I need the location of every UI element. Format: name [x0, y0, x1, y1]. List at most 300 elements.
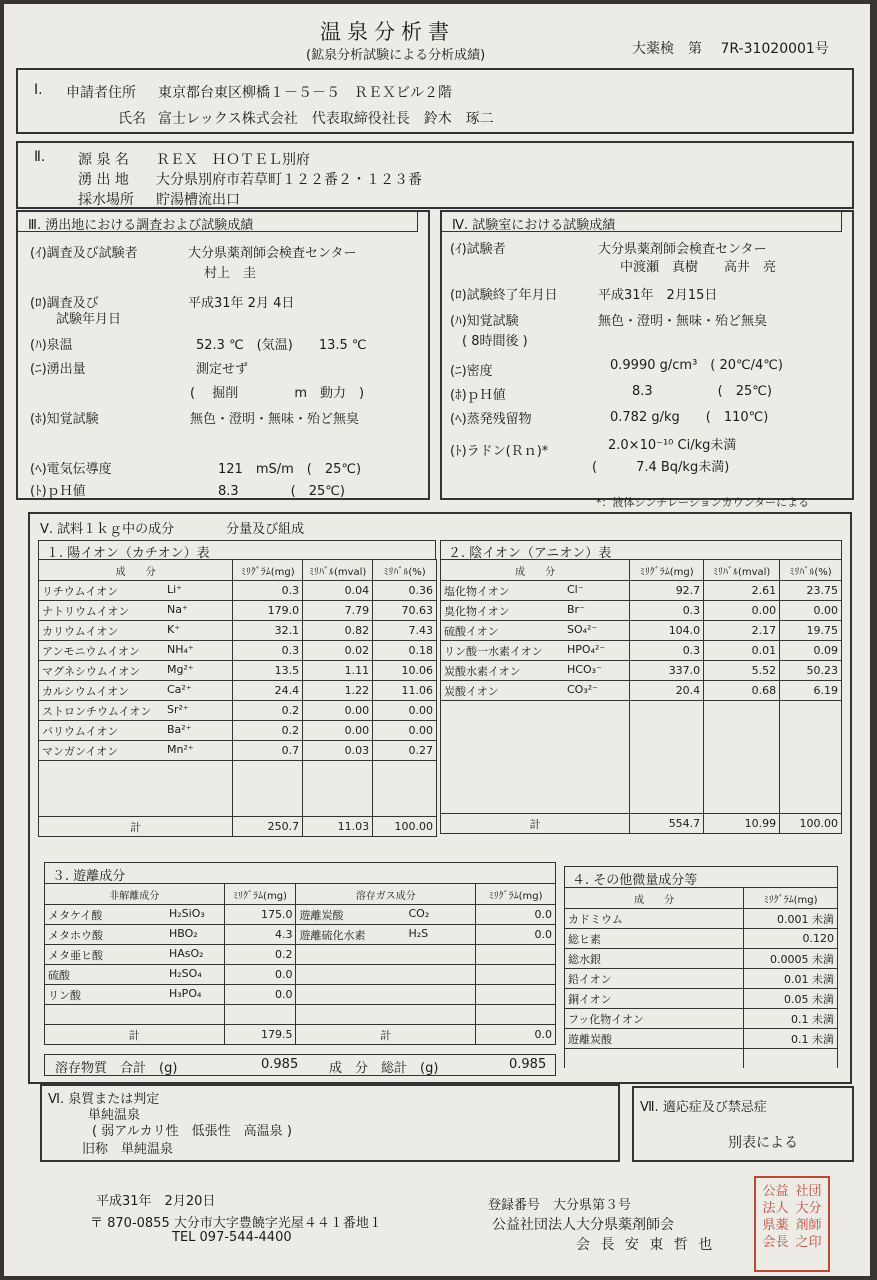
anion-table — [440, 559, 842, 834]
document-subtitle: (鉱泉分析試験による分析成績) — [306, 48, 486, 63]
component-total-value: 0.985 — [509, 1057, 547, 1072]
component-name: リン酸 — [48, 988, 81, 1002]
trace-value: 0.1 未満 — [744, 1009, 838, 1029]
ion-formula: SO₄²⁻ — [567, 622, 598, 636]
ion-formula: Ca²⁺ — [167, 682, 192, 696]
sampling-label: 採水場所 — [78, 192, 134, 208]
ion-mg: 0.3 — [630, 601, 704, 621]
trace-components-table — [564, 887, 838, 1068]
ion-cell — [39, 601, 233, 621]
indications-body: 別表による — [728, 1135, 798, 1151]
ion-name: 硫酸イオン — [444, 624, 499, 638]
gas-cell — [296, 925, 476, 945]
ion-name: リン酸一水素イオン — [444, 644, 543, 658]
issuer-address: 〒 870-0855 大分市大字豊饒字光屋４４１番地１ — [90, 1216, 382, 1231]
ion-name: 塩化物イオン — [444, 584, 510, 598]
trace-value: 0.05 未満 — [744, 989, 838, 1009]
table-row — [441, 681, 842, 701]
total-mg: 554.7 — [630, 814, 704, 834]
table-row — [39, 641, 437, 661]
ion-mg: 104.0 — [630, 621, 704, 641]
document-sheet — [4, 4, 870, 1276]
ion-mg: 0.7 — [233, 741, 303, 761]
ion-mval: 0.68 — [704, 681, 780, 701]
source-value: ＲＥＸ ＨＯＴＥＬ別府 — [156, 152, 310, 168]
seal-char: 剤師 — [795, 1218, 822, 1233]
gas-cell — [296, 945, 476, 965]
ion-formula: Ba²⁺ — [167, 722, 192, 736]
trace-name: 総ヒ素 — [565, 929, 744, 949]
address-value: 東京都台東区柳橋１－５－５ ＲＥＸビル２階 — [158, 85, 452, 101]
component-mg: 0.0 — [224, 965, 296, 985]
ion-mval: 5.52 — [704, 661, 780, 681]
gas-formula: H₂S — [408, 926, 429, 940]
ion-formula: HCO₃⁻ — [567, 662, 602, 676]
ion-cell — [39, 701, 233, 721]
trace-value: 0.0005 未満 — [744, 949, 838, 969]
table-row-filler — [565, 1049, 838, 1069]
issue-date: 平成31年 2月20日 — [96, 1194, 216, 1209]
field-label: (ﾆ)密度 — [450, 364, 493, 379]
free-component-rows — [45, 905, 556, 1005]
ion-cell — [39, 641, 233, 661]
table-row-filler — [441, 701, 842, 814]
table-row — [39, 681, 437, 701]
ion-name: バリウムイオン — [42, 724, 119, 738]
ion-name: カリウムイオン — [42, 624, 119, 638]
document-title: 温泉分析書 — [320, 20, 455, 44]
total-mg: 250.7 — [233, 817, 303, 837]
field-value: 2.0×10⁻¹⁰ Ci/kg未満 — [608, 438, 737, 453]
free-total-row — [45, 1025, 556, 1045]
anion-table-title: ２. 陰イオン（アニオン）表 — [448, 546, 612, 561]
registration-number: 登録番号 大分県第３号 — [488, 1198, 632, 1213]
table-row — [565, 909, 838, 929]
ion-cell — [441, 581, 630, 601]
table-row — [441, 641, 842, 661]
total-label: 計 — [441, 814, 630, 834]
component-formula: H₂SiO₃ — [169, 906, 205, 920]
ion-pct: 0.00 — [780, 601, 842, 621]
total-label: 計 — [39, 817, 233, 837]
source-label: 源 泉 名 — [78, 152, 129, 168]
component-name: メタケイ酸 — [48, 908, 103, 922]
ion-formula: Br⁻ — [567, 602, 585, 616]
total-label: 計 — [45, 1025, 225, 1045]
col-header: ﾐﾘﾊﾞﾙ(%) — [780, 560, 842, 581]
section-title: Ⅵ. 泉質または判定 — [48, 1092, 160, 1107]
ion-name: カルシウムイオン — [42, 684, 130, 698]
dissolved-total-label: 溶存物質 合計 (g) — [55, 1061, 178, 1076]
field-label: (ﾊ)泉温 — [30, 338, 73, 353]
gas-cell — [296, 985, 476, 1005]
field-value: 平成31年 2月15日 — [598, 288, 718, 303]
section-indications — [632, 1086, 854, 1162]
ion-pct: 10.06 — [373, 661, 437, 681]
ion-pct: 6.19 — [780, 681, 842, 701]
component-cell — [45, 905, 225, 925]
table-row — [39, 741, 437, 761]
gas-name: 遊離炭酸 — [299, 908, 344, 922]
seal-char: 会長 — [762, 1235, 789, 1250]
table-row — [45, 925, 556, 945]
nondiss-total: 179.5 — [224, 1025, 296, 1045]
table-row — [441, 661, 842, 681]
table-row — [441, 581, 842, 601]
table-row — [565, 949, 838, 969]
col-header: ﾐﾘﾊﾞﾙ(%) — [373, 560, 437, 581]
ion-cell — [441, 681, 630, 701]
gas-mg: 0.0 — [476, 925, 556, 945]
field-label: (ﾛ)試験終了年月日 — [450, 288, 558, 303]
table-header — [45, 884, 556, 905]
section-title: Ⅳ. 試験室における試験成績 — [452, 218, 616, 233]
ion-mval: 0.00 — [303, 701, 373, 721]
field-value: 52.3 ℃ (気温) 13.5 ℃ — [196, 338, 367, 353]
seal-char: 公益 — [762, 1184, 789, 1199]
field-value: 村上 圭 — [204, 266, 257, 281]
field-label: (ﾄ)ラドン(Ｒｎ)* — [450, 444, 549, 459]
gas-cell — [296, 905, 476, 925]
ion-mval: 0.01 — [704, 641, 780, 661]
footnote: *：液体シンチレーションカウンターによる — [596, 496, 810, 509]
ion-mg: 0.2 — [233, 701, 303, 721]
ion-pct: 0.09 — [780, 641, 842, 661]
ion-formula: K⁺ — [167, 622, 181, 636]
ion-cell — [39, 721, 233, 741]
trace-components-title: ４. その他微量成分等 — [572, 873, 698, 888]
field-value: 中渡瀬 真樹 高井 亮 — [620, 260, 777, 275]
trace-rows — [565, 909, 838, 1049]
ion-mval: 2.17 — [704, 621, 780, 641]
section-classification — [40, 1084, 620, 1162]
ion-mval: 2.61 — [704, 581, 780, 601]
ion-mg: 0.3 — [233, 581, 303, 601]
component-formula: HAsO₂ — [169, 946, 204, 960]
issuer-president: 会 長 安 東 哲 也 — [576, 1237, 716, 1253]
table-header — [565, 888, 838, 909]
ion-mval: 1.22 — [303, 681, 373, 701]
col-header: ﾐﾘｸﾞﾗﾑ(mg) — [744, 888, 838, 909]
col-header: ﾐﾘｸﾞﾗﾑ(mg) — [233, 560, 303, 581]
total-pct: 100.00 — [373, 817, 437, 837]
ion-mval: 0.03 — [303, 741, 373, 761]
cation-rows — [39, 581, 437, 761]
section-field-survey — [16, 210, 430, 500]
ion-pct: 0.00 — [373, 701, 437, 721]
ion-name: 炭酸水素イオン — [444, 664, 521, 678]
trace-name: 鉛イオン — [565, 969, 744, 989]
table-row — [441, 601, 842, 621]
location-label: 湧 出 地 — [78, 172, 129, 188]
trace-name: カドミウム — [565, 909, 744, 929]
ion-pct: 7.43 — [373, 621, 437, 641]
col-header: ﾐﾘｸﾞﾗﾑ(mg) — [224, 884, 296, 905]
field-label: (ﾆ)湧出量 — [30, 362, 86, 377]
field-label: 試験年月日 — [56, 312, 122, 327]
table-row — [565, 1009, 838, 1029]
field-value: 8.3 ( 25℃) — [632, 384, 772, 399]
totals-bar — [44, 1054, 556, 1076]
ion-formula: Mg²⁺ — [167, 662, 194, 676]
table-row — [39, 721, 437, 741]
ion-mval: 0.82 — [303, 621, 373, 641]
section-source — [16, 141, 854, 209]
table-row-filler — [45, 1005, 556, 1025]
ion-cell — [441, 601, 630, 621]
field-label: (ｲ)試験者 — [450, 242, 506, 257]
ion-mg: 0.3 — [630, 641, 704, 661]
sampling-value: 貯湯槽流出口 — [156, 192, 240, 208]
gas-cell — [296, 965, 476, 985]
field-label: (ﾍ)電気伝導度 — [30, 462, 112, 477]
col-header: 成 分 — [441, 560, 630, 581]
field-label: (ﾛ)調査及び — [30, 296, 99, 311]
field-value: 0.782 g/kg ( 110℃) — [610, 410, 769, 425]
dissolved-total-value: 0.985 — [261, 1057, 299, 1072]
section-applicant — [16, 68, 854, 134]
section-components — [28, 512, 852, 1084]
field-label: (ﾊ)知覚試験 — [450, 314, 519, 329]
free-components-title: ３. 遊離成分 — [52, 869, 126, 884]
seal-char: 大分 — [795, 1201, 822, 1216]
ion-cell — [39, 621, 233, 641]
table-row — [441, 621, 842, 641]
ion-cell — [441, 621, 630, 641]
component-mg: 175.0 — [224, 905, 296, 925]
col-header: ﾐﾘﾊﾞﾙ(mval) — [704, 560, 780, 581]
table-row — [565, 969, 838, 989]
ion-cell — [39, 661, 233, 681]
ion-mval: 1.11 — [303, 661, 373, 681]
issuer-tel: TEL 097-544-4400 — [172, 1230, 292, 1245]
table-row — [39, 661, 437, 681]
cation-table-title: １. 陽イオン（カチオン）表 — [46, 546, 210, 561]
table-row — [39, 701, 437, 721]
ion-name: ストロンチウムイオン — [42, 704, 152, 718]
component-cell — [45, 985, 225, 1005]
ion-pct: 0.27 — [373, 741, 437, 761]
field-label: ( 8時間後 ) — [462, 334, 528, 349]
table-row — [45, 965, 556, 985]
ion-formula: HPO₄²⁻ — [567, 642, 606, 656]
table-row-filler — [39, 761, 437, 817]
ion-cell — [39, 741, 233, 761]
ion-formula: Na⁺ — [167, 602, 188, 616]
table-row — [565, 929, 838, 949]
ion-pct: 0.36 — [373, 581, 437, 601]
col-header: 成 分 — [565, 888, 744, 909]
field-value: 8.3 ( 25℃) — [218, 484, 345, 499]
name-label: 氏名 — [118, 111, 146, 127]
ion-name: アンモニウムイオン — [42, 644, 140, 658]
field-value: 無色・澄明・無味・殆ど無臭 — [598, 314, 768, 329]
cation-table — [38, 559, 437, 837]
col-header: 溶存ガス成分 — [296, 884, 476, 905]
field-label: (ﾍ)蒸発残留物 — [450, 412, 532, 427]
section-title: Ⅶ. 適応症及び禁忌症 — [640, 1100, 767, 1115]
ion-formula: Li⁺ — [167, 582, 182, 596]
component-mg: 0.2 — [224, 945, 296, 965]
gas-mg — [476, 965, 556, 985]
table-row — [45, 985, 556, 1005]
ion-mg: 0.2 — [233, 721, 303, 741]
address-label: 申請者住所 — [66, 85, 136, 101]
table-row — [565, 1029, 838, 1049]
field-value: 無色・澄明・無味・殆ど無臭 — [190, 412, 360, 427]
trace-name: 遊離炭酸 — [565, 1029, 744, 1049]
ion-cell — [39, 581, 233, 601]
section-num: Ⅰ. — [34, 82, 43, 98]
col-header: 非解離成分 — [45, 884, 225, 905]
ion-name: マンガンイオン — [42, 744, 119, 758]
document-number: 大薬検 第 7R-31020001号 — [632, 41, 829, 57]
table-row — [565, 989, 838, 1009]
component-cell — [45, 965, 225, 985]
ion-pct: 50.23 — [780, 661, 842, 681]
trace-value: 0.1 未満 — [744, 1029, 838, 1049]
ion-formula: NH₄⁺ — [167, 642, 194, 656]
component-mg: 0.0 — [224, 985, 296, 1005]
field-value: ( 掘削 m 動力 ) — [190, 386, 365, 401]
field-value: 121 mS/m ( 25℃) — [218, 462, 362, 477]
ion-cell — [441, 661, 630, 681]
seal-char: 之印 — [795, 1235, 822, 1250]
component-cell — [45, 945, 225, 965]
ion-name: マグネシウムイオン — [42, 664, 141, 678]
component-formula: H₂SO₄ — [169, 966, 202, 980]
section-title: Ⅲ. 湧出地における調査および試験成績 — [28, 218, 254, 233]
component-name: メタホウ酸 — [48, 928, 103, 942]
ion-name: ナトリウムイオン — [42, 604, 130, 618]
ion-mval: 0.04 — [303, 581, 373, 601]
section-title: Ⅴ. 試料１ｋｇ中の成分 分量及び組成 — [40, 522, 305, 537]
ion-pct: 11.06 — [373, 681, 437, 701]
issuer-organization: 公益社団法人大分県薬剤師会 — [492, 1217, 674, 1233]
ion-mg: 32.1 — [233, 621, 303, 641]
ion-cell — [441, 641, 630, 661]
table-row — [39, 621, 437, 641]
gas-name: 遊離硫化水素 — [299, 928, 366, 942]
trace-name: 銅イオン — [565, 989, 744, 1009]
section-lab-test — [440, 210, 854, 500]
ion-mg: 179.0 — [233, 601, 303, 621]
ion-mval: 0.00 — [704, 601, 780, 621]
ion-pct: 23.75 — [780, 581, 842, 601]
ion-mval: 0.00 — [303, 721, 373, 741]
table-header — [39, 560, 437, 581]
ion-pct: 19.75 — [780, 621, 842, 641]
ion-cell — [39, 681, 233, 701]
ion-mg: 20.4 — [630, 681, 704, 701]
col-header: ﾐﾘｸﾞﾗﾑ(mg) — [630, 560, 704, 581]
ion-name: 臭化物イオン — [444, 604, 510, 618]
free-components-table — [44, 883, 556, 1045]
seal-char: 県薬 — [762, 1218, 789, 1233]
gas-mg — [476, 985, 556, 1005]
ion-formula: CO₃²⁻ — [567, 682, 598, 696]
table-header — [441, 560, 842, 581]
cation-total-row — [39, 817, 437, 837]
ion-pct: 0.18 — [373, 641, 437, 661]
ion-pct: 0.00 — [373, 721, 437, 741]
trace-name: フッ化物イオン — [565, 1009, 744, 1029]
trace-value: 0.01 未満 — [744, 969, 838, 989]
field-value: 平成31年 2月 4日 — [188, 296, 295, 311]
ion-mg: 0.3 — [233, 641, 303, 661]
ion-mg: 337.0 — [630, 661, 704, 681]
field-value: 測定せず — [196, 362, 249, 377]
ion-name: リチウムイオン — [42, 584, 119, 598]
col-header: 成 分 — [39, 560, 233, 581]
ion-mval: 0.02 — [303, 641, 373, 661]
component-name: メタ亜ヒ酸 — [48, 948, 103, 962]
field-value: 大分県薬剤師会検査センター — [598, 242, 767, 257]
ion-formula: Sr²⁺ — [167, 702, 189, 716]
trace-name: 総水銀 — [565, 949, 744, 969]
total-label: 計 — [296, 1025, 476, 1045]
table-row — [39, 581, 437, 601]
table-row — [45, 905, 556, 925]
component-formula: HBO₂ — [169, 926, 198, 940]
classification-line: 旧称 単純温泉 — [82, 1142, 174, 1157]
field-value: 0.9990 g/cm³ ( 20℃/4℃) — [610, 358, 783, 373]
total-mval: 10.99 — [704, 814, 780, 834]
component-formula: H₃PO₄ — [169, 986, 202, 1000]
component-name: 硫酸 — [48, 968, 70, 982]
ion-pct: 70.63 — [373, 601, 437, 621]
ion-mg: 92.7 — [630, 581, 704, 601]
total-mval: 11.03 — [303, 817, 373, 837]
ion-mg: 24.4 — [233, 681, 303, 701]
ion-mg: 13.5 — [233, 661, 303, 681]
gas-mg: 0.0 — [476, 905, 556, 925]
col-header: ﾐﾘｸﾞﾗﾑ(mg) — [476, 884, 556, 905]
col-header: ﾐﾘﾊﾞﾙ(mval) — [303, 560, 373, 581]
component-total-label: 成 分 総計 (g) — [329, 1061, 439, 1076]
classification-line: ( 弱アルカリ性 低張性 高温泉 ) — [92, 1124, 292, 1139]
component-mg: 4.3 — [224, 925, 296, 945]
ion-formula: Mn²⁺ — [167, 742, 194, 756]
section-num: Ⅱ. — [34, 149, 46, 165]
field-value: ( 7.4 Bq/kg未満) — [592, 460, 730, 475]
component-cell — [45, 925, 225, 945]
trace-value: 0.001 未満 — [744, 909, 838, 929]
ion-name: 炭酸イオン — [444, 684, 499, 698]
field-value: 大分県薬剤師会検査センター — [188, 246, 357, 261]
trace-value: 0.120 — [744, 929, 838, 949]
table-row — [39, 601, 437, 621]
gas-formula: CO₂ — [408, 906, 430, 920]
field-label: (ｲ)調査及び試験者 — [30, 246, 138, 261]
field-label: (ﾎ)知覚試験 — [30, 412, 99, 427]
anion-rows — [441, 581, 842, 701]
field-label: (ﾄ)ｐＨ値 — [30, 484, 86, 499]
field-label: (ﾎ)ｐＨ値 — [450, 388, 506, 403]
classification-line: 単純温泉 — [88, 1108, 141, 1123]
location-value: 大分県別府市若草町１２２番２・１２３番 — [156, 172, 422, 188]
ion-mval: 7.79 — [303, 601, 373, 621]
table-row — [45, 945, 556, 965]
gas-mg — [476, 945, 556, 965]
official-seal — [754, 1176, 830, 1272]
gas-total: 0.0 — [476, 1025, 556, 1045]
name-value: 富士レックス株式会社 代表取締役社長 鈴木 琢二 — [158, 111, 494, 127]
total-pct: 100.00 — [780, 814, 842, 834]
seal-char: 法人 — [762, 1201, 789, 1216]
seal-char: 社団 — [795, 1184, 822, 1199]
anion-total-row — [441, 814, 842, 834]
